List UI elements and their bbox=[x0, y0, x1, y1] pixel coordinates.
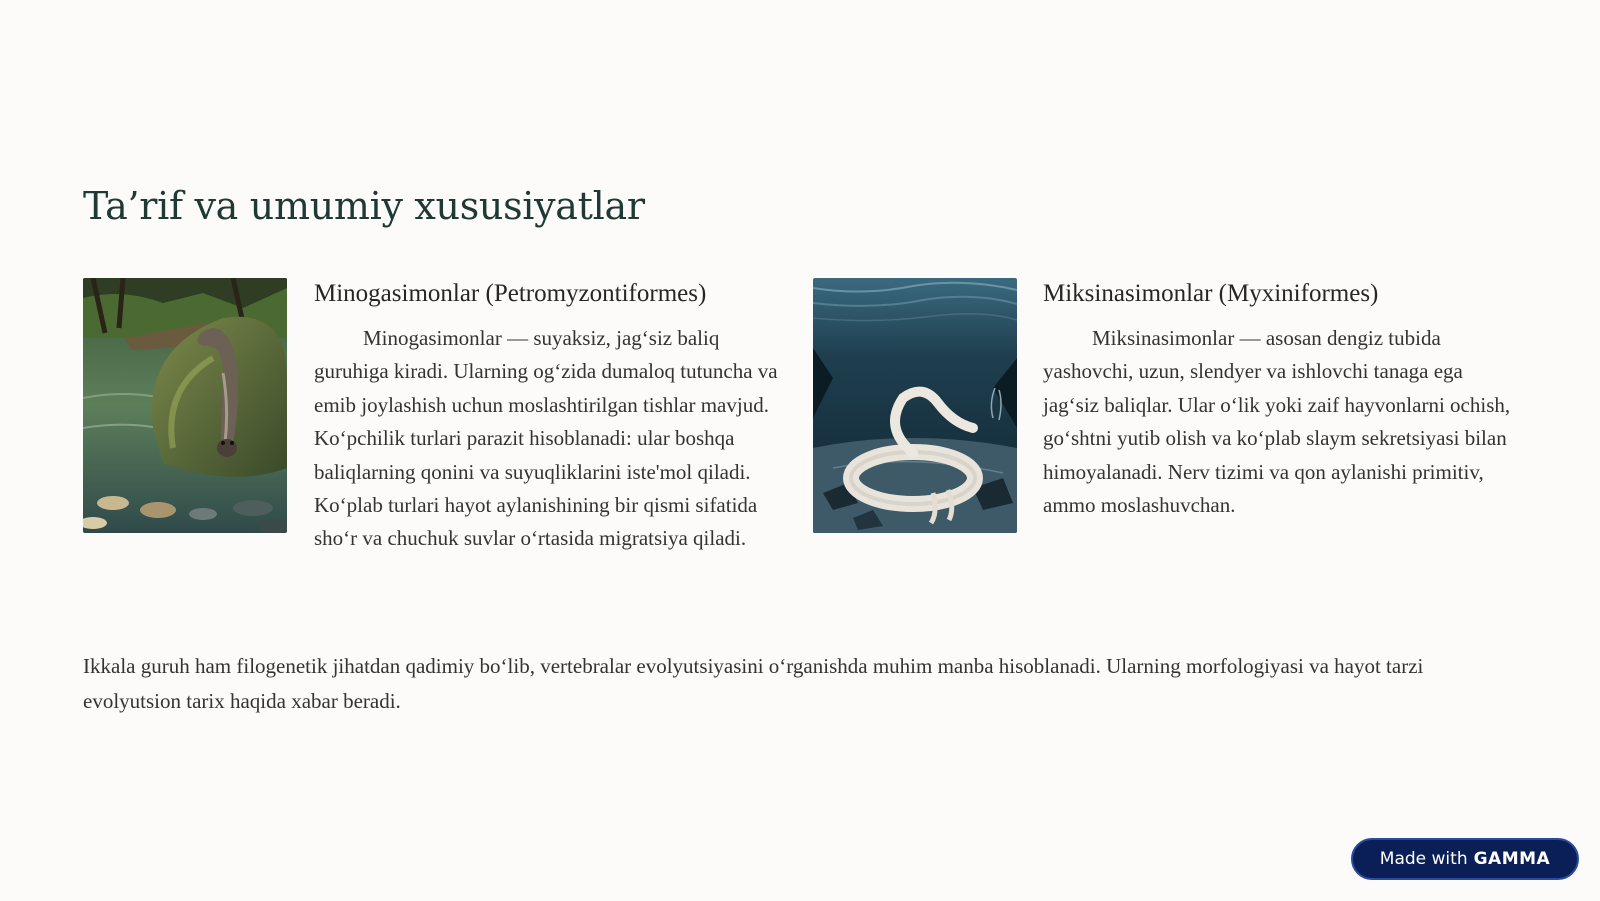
hagfish-image bbox=[813, 278, 1017, 533]
lamprey-heading: Minogasimonlar (Petromyzontiformes) bbox=[314, 280, 707, 307]
hagfish-card bbox=[1043, 278, 1513, 522]
hagfish-illustration bbox=[813, 278, 1017, 533]
lamprey-image bbox=[83, 278, 287, 533]
lamprey-card bbox=[314, 278, 784, 556]
hagfish-description: Miksinasimonlar — asosan dengiz tubida yashovchi, uzun, slendyer va ishlovchi tanaga ega jag‘siz baliqlar. Ular o‘lik yoki zaif hayvonlarni ochish, go‘shtni yutib olish va ko‘plab slaym sekretsiyasi bilan himoyalanadi. Nerv tizimi va qon aylanishi primitiv, ammo moslashuvchan. bbox=[1043, 326, 1511, 518]
gamma-logo: GAMMA bbox=[1473, 849, 1551, 869]
hagfish-heading: Miksinasimonlar (Myxiniformes) bbox=[1043, 280, 1379, 307]
slide-title: Ta’rif va umumiy xususiyatlar bbox=[83, 184, 645, 228]
summary-paragraph: Ikkala guruh ham filogenetik jihatdan qadimiy bo‘lib, vertebralar evolyutsiyasini o‘rganishda muhim manba hisoblanadi. Ularning morfologiyasi va hayot tarzi evolyutsion tarix haqida xabar beradi. bbox=[83, 654, 1424, 713]
lamprey-description: Minogasimonlar — suyaksiz, jag‘siz baliq guruhiga kiradi. Ularning og‘zida dumaloq tutuncha va emib joylashish uchun moslashtirilgan tishlar mavjud. Ko‘pchilik turlari parazit hisoblanadi: ular boshqa baliqlarning qonini va suyuqliklarini iste'mol qiladi. Ko‘plab turlari hayot aylanishining bir qismi sifatida sho‘r va chuchuk suvlar o‘rtasida migratsiya qiladi. bbox=[314, 326, 778, 551]
badge-prefix: Made with bbox=[1379, 849, 1468, 869]
lamprey-illustration bbox=[83, 278, 287, 533]
made-with-gamma-badge[interactable] bbox=[1351, 838, 1579, 880]
